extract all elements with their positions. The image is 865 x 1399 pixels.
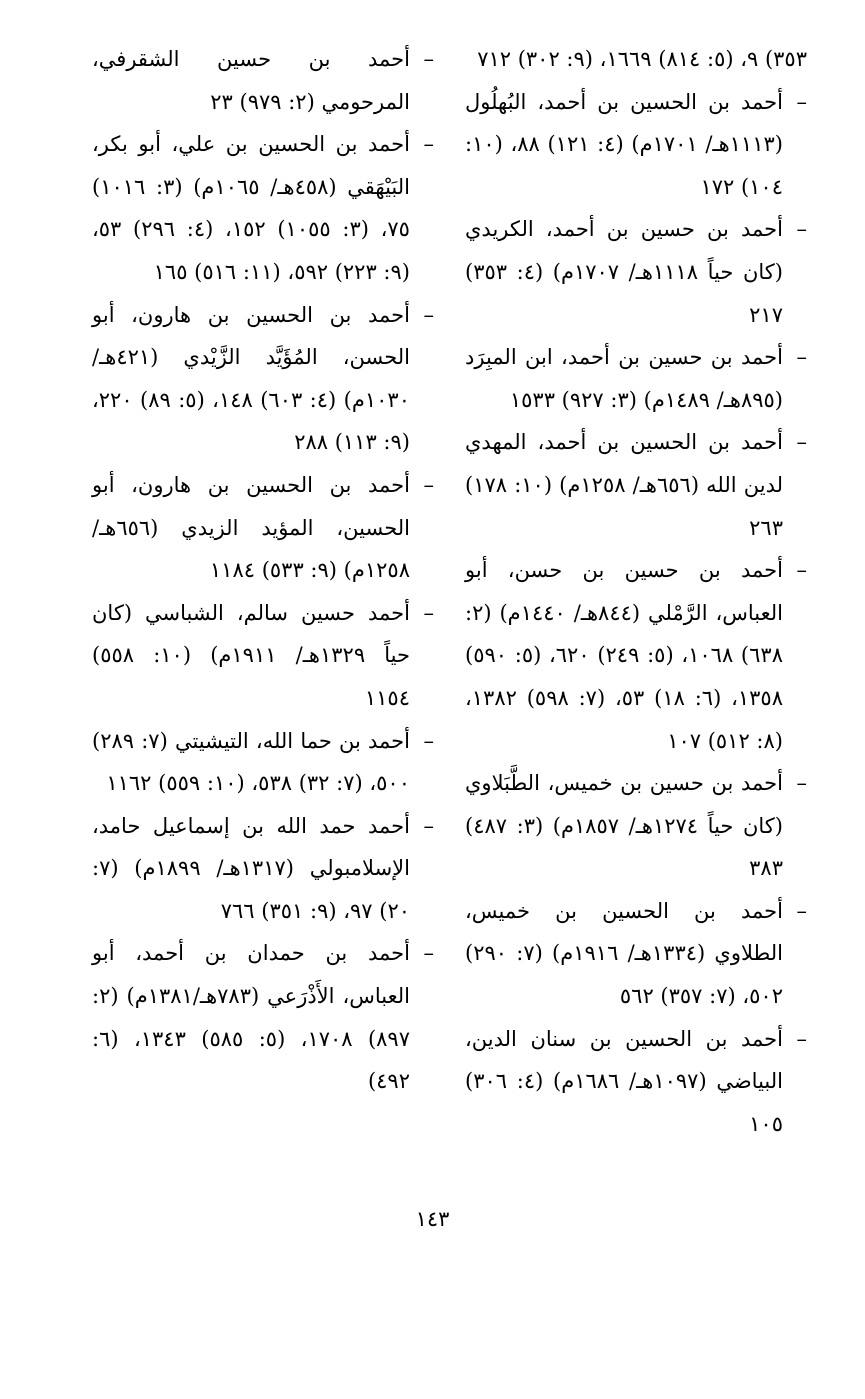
index-entry (92, 294, 434, 464)
index-entry (92, 720, 434, 805)
entry-dash: – (796, 558, 807, 583)
index-entry (465, 421, 807, 549)
entry-dash: – (796, 217, 807, 242)
entry-text: أحمد بن حسين بن حسن، أبو العباس، الرَّمْلي (٨٤٤هـ/ ١٤٤٠م) (٢: ٦٣٨) ١٠٦٨، (٥: ٢٤٩) ٦٢٠، (٥: ٥٩٠) ١٣٥٨، (٦: ١٨) ٥٣، (٧: ٥٩٨) ١٣٨٢، (٨: ٥١٢) ١٠٧ (465, 558, 783, 753)
index-entry (92, 592, 434, 720)
entry-text: أحمد حمد الله بن إسماعيل حامد، الإسلامبولي (١٣١٧هـ/ ١٨٩٩م) (٧: ٢٠) ٩٧، (٩: ٣٥١) ٧٦٦ (92, 813, 410, 923)
entry-dash: – (423, 600, 434, 625)
index-entry (465, 890, 807, 1018)
page-number: ١٤٣ (415, 1207, 450, 1231)
entry-text: أحمد بن حمدان بن أحمد، أبو العباس، الأَذْرَعي (٧٨٣هـ/١٣٨١م) (٢: ٨٩٧) ١٧٠٨، (٥: ٥٨٥) ١٣٤٣، (٦: ٤٩٢) (92, 941, 410, 1094)
entry-text: ٣٥٣) ٩، (٥: ٨١٤) ١٦٦٩، (٩: ٣٠٢) ٧١٢ (477, 47, 807, 71)
entry-dash: – (796, 430, 807, 455)
entry-text: أحمد بن الحسين بن هارون، أبو الحسين، المؤيد الزيدي (٦٥٦هـ/ ١٢٥٨م) (٩: ٥٣٣) ١١٨٤ (92, 472, 410, 583)
entry-text: أحمد بن الحسين بن هارون، أبو الحسن، المُؤَيَّد الزَّيْدي (٤٢١هـ/ ١٠٣٠م) (٤: ٦٠٣) ١٤٨، (٥: ٨٩) ٢٢٠، (٩: ١١٣) ٢٨٨ (92, 302, 410, 455)
index-entry (465, 208, 807, 336)
entry-dash: – (423, 132, 434, 157)
index-entry (92, 805, 434, 933)
index-entry (465, 38, 807, 81)
entry-dash: – (796, 345, 807, 370)
entry-dash: – (423, 302, 434, 327)
entry-text: أحمد بن الحسين بن سنان الدين، البياضي (١٠٩٧هـ/ ١٦٨٦م) (٤: ٣٠٦) ١٠٥ (465, 1026, 783, 1136)
index-entry (92, 932, 434, 1102)
entry-text: أحمد بن الحسين بن أحمد، المهدي لدين الله (٦٥٦هـ/ ١٢٥٨م) (١٠: ١٧٨) ٢٦٣ (465, 430, 783, 540)
entry-text: أحمد حسين سالم، الشباسي (كان حياً ١٣٢٩هـ/ ١٩١١م) (١٠: ٥٥٨) ١١٥٤ (92, 600, 410, 710)
entry-dash: – (796, 89, 807, 114)
index-column-right (465, 38, 807, 1145)
entry-text: أحمد بن حسين الشقرفي، المرحومي (٢: ٩٧٩) ٢٣ (92, 47, 410, 114)
entry-dash: – (796, 1026, 807, 1051)
index-entry (465, 81, 807, 209)
entry-dash: – (796, 898, 807, 923)
index-entry (465, 762, 807, 890)
entry-dash: – (423, 941, 434, 966)
index-entry (92, 464, 434, 592)
entry-text: أحمد بن حسين بن أحمد، ابن المبِرَد (٨٩٥هـ/ ١٤٨٩م) (٣: ٩٢٧) ١٥٣٣ (465, 345, 783, 412)
entry-dash: – (423, 472, 434, 497)
entry-text: أحمد بن حسين بن أحمد، الكريدي (كان حياً ١١١٨هـ/ ١٧٠٧م) (٤: ٣٥٣) ٢١٧ (465, 217, 783, 327)
entry-text: أحمد بن الحسين بن علي، أبو بكر، البَيْهَقي (٤٥٨هـ/ ١٠٦٥م) (٣: ١٠١٦) ٧٥، (٣: ١٠٥٥) ١٥٢، (٤: ٢٩٦) ٥٣، (٩: ٢٢٣) ٥٩٢، (١١: ٥١٦) ١٦٥ (92, 132, 410, 284)
index-entry (92, 123, 434, 293)
entry-dash: – (423, 728, 434, 753)
entry-dash: – (796, 771, 807, 796)
index-entry (465, 1018, 807, 1146)
index-entry (465, 336, 807, 421)
entry-dash: – (423, 813, 434, 838)
entry-text: أحمد بن حما الله، التيشيتي (٧: ٢٨٩) ٥٠٠، (٧: ٣٢) ٥٣٨، (١٠: ٥٥٩) ١١٦٢ (92, 728, 410, 796)
index-column-left (92, 38, 434, 1103)
entry-text: أحمد بن حسين بن خميس، الطَّبَلاوي (كان حياً ١٢٧٤هـ/ ١٨٥٧م) (٣: ٤٨٧) ٣٨٣ (465, 771, 783, 881)
entry-text: أحمد بن الحسين بن أحمد، البُهلُول (١١١٣هـ/ ١٧٠١م) (٤: ١٢١) ٨٨، (١٠: ١٠٤) ١٧٢ (465, 89, 783, 199)
entry-text: أحمد بن الحسين بن خميس، الطلاوي (١٣٣٤هـ/ ١٩١٦م) (٧: ٢٩٠) ٥٠٢، (٧: ٣٥٧) ٥٦٢ (465, 898, 783, 1009)
entry-dash: – (423, 47, 434, 71)
index-entry (465, 549, 807, 762)
index-entry (92, 38, 434, 123)
